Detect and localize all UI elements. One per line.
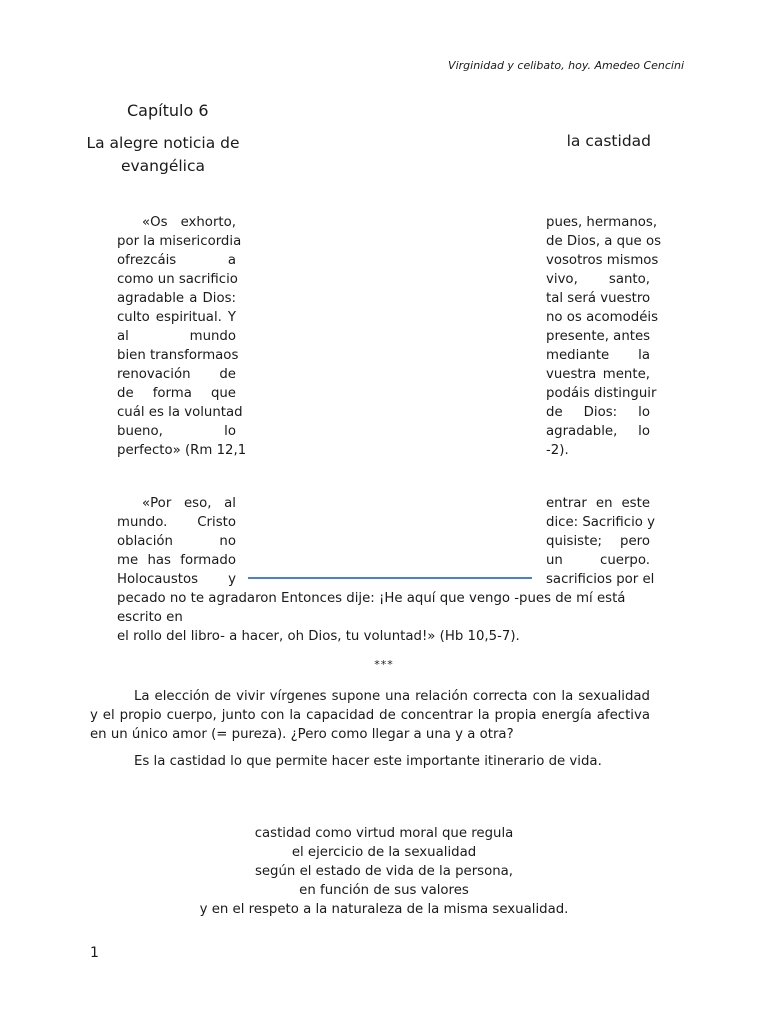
- quote-line: renovación de: [117, 367, 236, 382]
- running-header: Virginidad y celibato, hoy. Amedeo Cencini: [448, 59, 684, 72]
- definition-line: en función de sus valores: [299, 883, 469, 898]
- chapter-title-left: [86, 132, 240, 178]
- horizontal-rule: [248, 577, 532, 579]
- quote-line: pecado no te agradaron Entonces dije: ¡He aquí que vengo -pues de mí está escrito en: [117, 591, 626, 625]
- chapter-label: Capítulo 6: [127, 101, 209, 120]
- quote-line: perfecto» (Rm 12,1: [117, 443, 247, 458]
- quote2-left-column: [117, 494, 236, 589]
- chapter-title-right: la castidad: [566, 132, 651, 150]
- quote-line: como un sacrificio: [117, 272, 238, 287]
- body-paragraph-2: Es la castidad lo que permite hacer este importante itinerario de vida.: [134, 754, 602, 769]
- quote-line: agradable, lo: [546, 424, 650, 439]
- quote-line: me has formado: [117, 553, 236, 568]
- quote-line: entrar en este: [546, 496, 650, 511]
- quote-line: agradable a Dios:: [117, 291, 236, 306]
- quote-line: pues, hermanos,: [546, 215, 658, 230]
- quote1-left-column: [117, 213, 247, 460]
- quote-line: de forma que: [117, 386, 236, 401]
- chapter-title-left-line-1: La alegre noticia de: [86, 134, 240, 152]
- quote-line: sacrificios por el: [546, 572, 655, 587]
- quote-line: bueno, lo: [117, 424, 236, 439]
- quote-line: por la misericordia: [117, 234, 242, 249]
- quote-line: oblación no: [117, 534, 236, 549]
- quote-line: dice: Sacrificio y: [546, 515, 656, 530]
- quote-line: -2).: [546, 443, 569, 458]
- quote-line: un cuerpo.: [546, 553, 650, 568]
- definition-line: según el estado de vida de la persona,: [254, 864, 514, 879]
- section-separator: ***: [374, 658, 394, 671]
- quote-line: al mundo: [117, 329, 236, 344]
- quote-line: bien transformaos: [117, 348, 239, 363]
- quote-line: de Dios: lo: [546, 405, 650, 420]
- quote-line: cuál es la voluntad: [117, 405, 243, 420]
- definition-block: [0, 824, 768, 919]
- quote2-full-lines: [117, 589, 650, 646]
- chapter-title-left-line-2: evangélica: [120, 157, 206, 175]
- quote-line: mundo. Cristo: [117, 515, 236, 530]
- quote1-right-column: [546, 213, 662, 460]
- definition-line: castidad como virtud moral que regula: [254, 826, 514, 841]
- definition-line: el ejercicio de la sexualidad: [291, 845, 477, 860]
- body-paragraph-1: La elección de vivir vírgenes supone una relación correcta con la sexualidad y el propio cuerpo, junto con la capacidad de concentrar la propia energía afectiva en un único amor (= pureza). ¿Pero como llegar a una y a otra?: [90, 689, 650, 742]
- definition-line: y en el respeto a la naturaleza de la misma sexualidad.: [199, 902, 569, 917]
- quote-line: vosotros mismos: [546, 253, 659, 268]
- quote-line: tal será vuestro: [546, 291, 651, 306]
- quote2-right-column: [546, 494, 656, 589]
- quote-line: quisiste; pero: [546, 534, 650, 549]
- page-number: 1: [90, 945, 99, 961]
- quote-line: vuestra mente,: [546, 367, 650, 382]
- quote-line: de Dios, a que os: [546, 234, 662, 249]
- quote-line: presente, antes: [546, 329, 651, 344]
- quote-line: no os acomodéis: [546, 310, 659, 325]
- quote-line: culto espiritual. Y: [117, 310, 236, 325]
- quote-line: podáis distinguir: [546, 386, 657, 401]
- quote-line: el rollo del libro- a hacer, oh Dios, tu voluntad!» (Hb 10,5-7).: [117, 629, 520, 644]
- quote-line: Holocaustos y: [117, 572, 236, 587]
- quote-line: vivo, santo,: [546, 272, 650, 287]
- quote-line: mediante la: [546, 348, 650, 363]
- quote-line: ofrezcáis a: [117, 253, 236, 268]
- quote-line: «Por eso, al: [142, 496, 236, 511]
- quote-line: «Os exhorto,: [142, 215, 236, 230]
